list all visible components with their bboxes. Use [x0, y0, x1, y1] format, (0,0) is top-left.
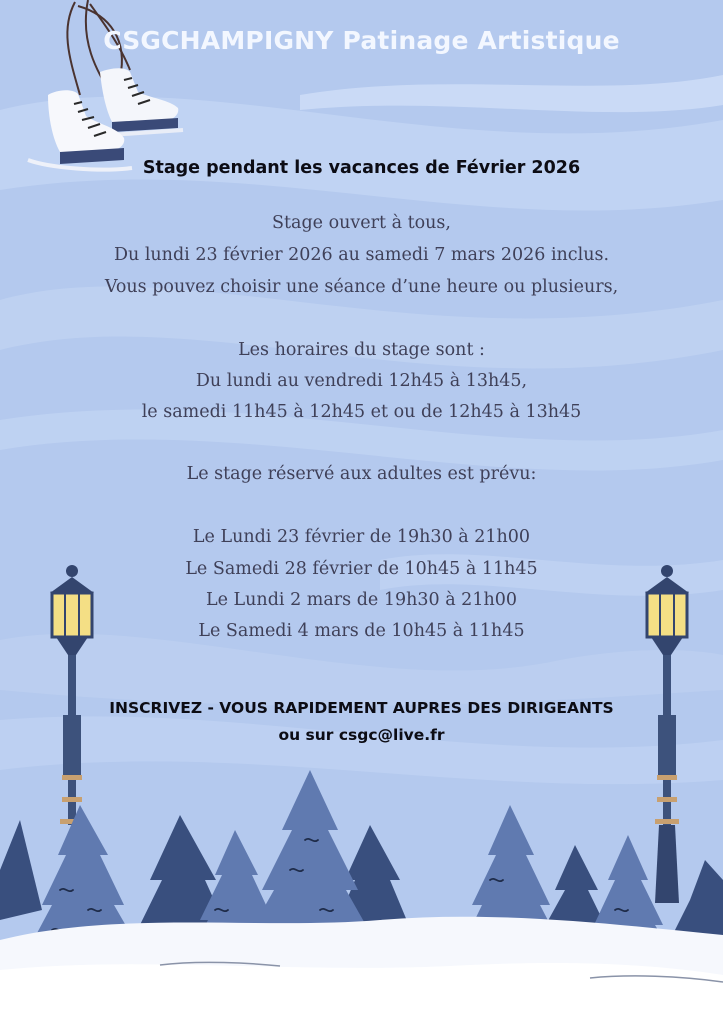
page-title: CSGCHAMPIGNY Patinage Artistique: [103, 26, 620, 55]
adult-session: Le Samedi 28 février de 10h45 à 11h45: [185, 559, 538, 579]
schedule-weekday: Du lundi au vendredi 12h45 à 13h45,: [195, 371, 528, 391]
intro-line-3: Vous pouvez choisir une séance d’une heure ou plusieurs,: [104, 277, 619, 297]
intro-line-2: Du lundi 23 février 2026 au samedi 7 mars 2026 inclus.: [113, 245, 610, 265]
signup-email-line[interactable]: ou sur csgc@live.fr: [278, 726, 445, 744]
schedule-saturday: le samedi 11h45 à 12h45 et ou de 12h45 à 13h45: [141, 402, 582, 422]
signup-callout: INSCRIVEZ - VOUS RAPIDEMENT AUPRES DES DIRIGEANTS: [109, 699, 614, 717]
adults-heading: Le stage réservé aux adultes est prévu:: [186, 464, 537, 484]
intro-line-1: Stage ouvert à tous,: [272, 213, 451, 233]
winter-forest: [0, 760, 723, 1024]
schedule-heading: Les horaires du stage sont :: [238, 340, 485, 360]
adult-session: Le Lundi 23 février de 19h30 à 21h00: [192, 527, 531, 547]
adult-session: Le Lundi 2 mars de 19h30 à 21h00: [206, 590, 517, 610]
stage-subtitle: Stage pendant les vacances de Février 2026: [142, 158, 581, 178]
adult-session: Le Samedi 4 mars de 10h45 à 11h45: [198, 621, 525, 641]
